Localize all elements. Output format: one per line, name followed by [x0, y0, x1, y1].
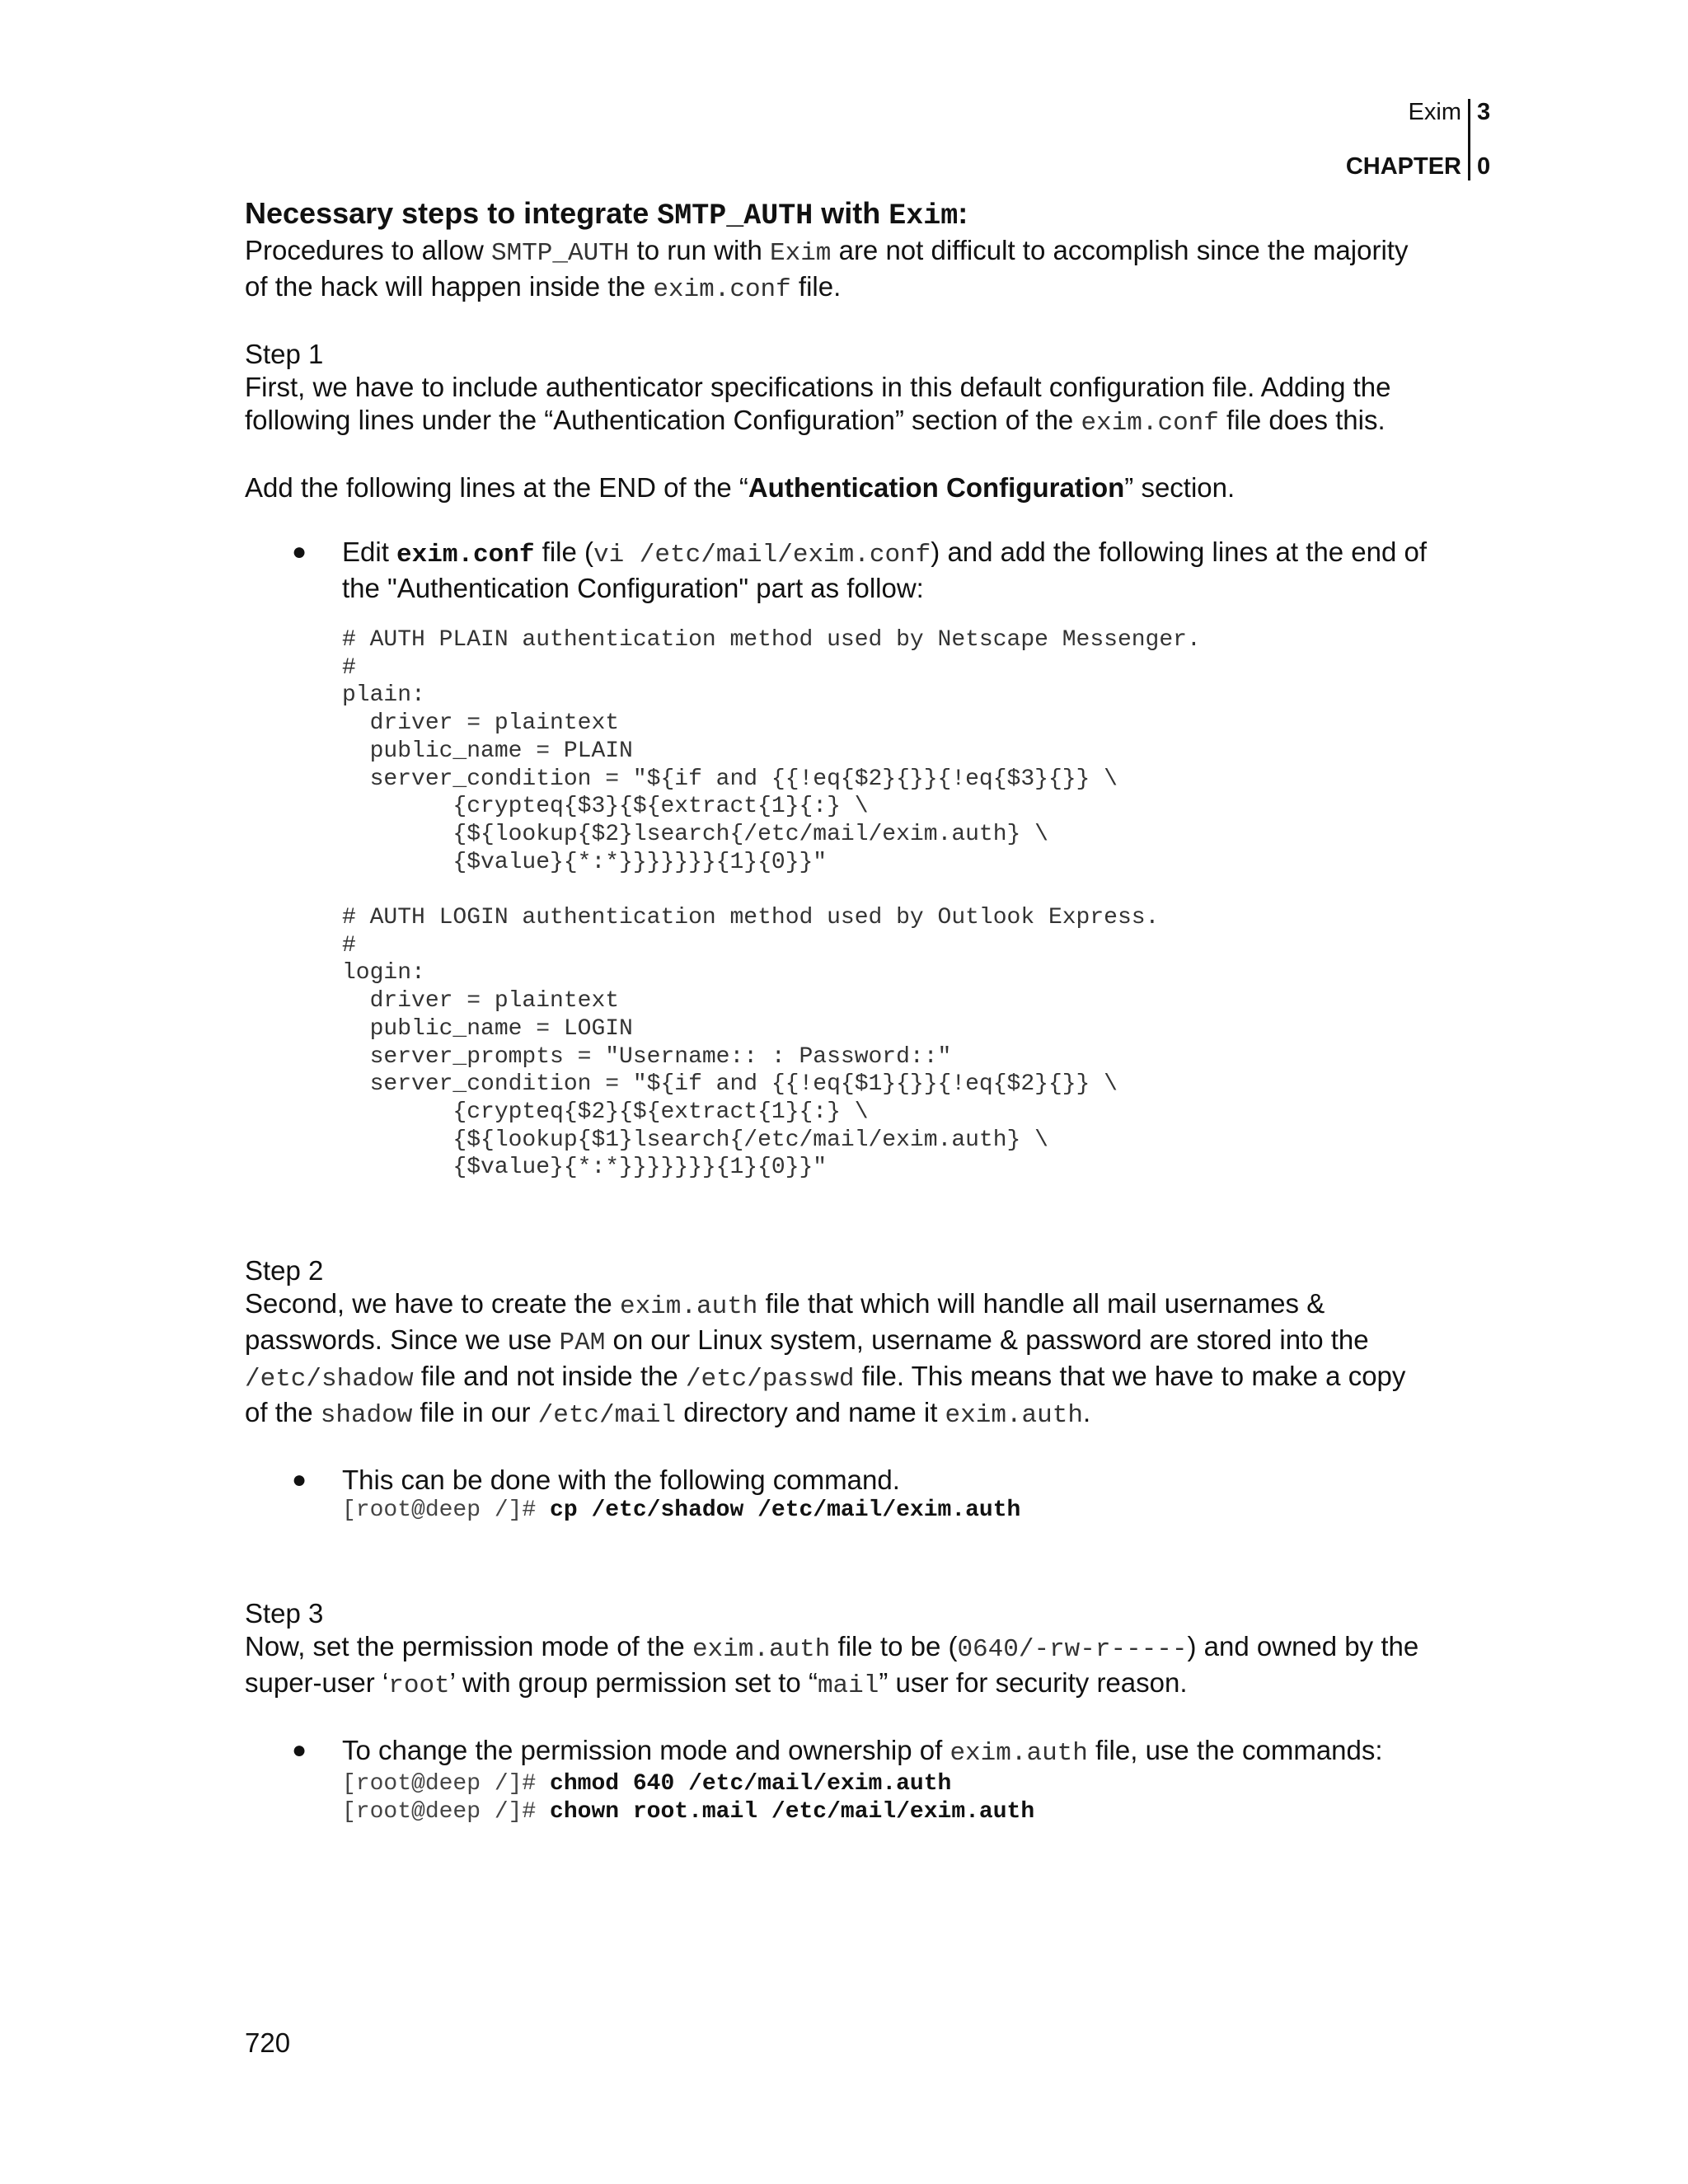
- chapter-name: Exim: [1408, 99, 1461, 125]
- bullet-icon: ●: [292, 538, 307, 565]
- running-header: [1236, 99, 1500, 180]
- step1-paragraph: First, we have to include authenticator specifications in this default configuration file. Adding the following lines under the “Authentication Configuration” section of the exim.conf file does this.: [245, 372, 1391, 438]
- list-item: ● To change the permission mode and ownership of exim.auth file, use the commands:: [292, 1735, 1383, 1769]
- page-number: 720: [245, 2027, 291, 2058]
- list-item: ● Edit exim.conf file (vi /etc/mail/exim.conf) and add the following lines at the end of the "Authentication Configuration" part as follow:: [292, 537, 1428, 603]
- chapter-number-bottom: 0: [1477, 153, 1491, 180]
- chapter-number-top: 3: [1477, 99, 1491, 125]
- command-line: [root@deep /]# chown root.mail /etc/mail/exim.auth: [342, 1799, 1035, 1825]
- bullet-icon: ●: [292, 1466, 307, 1494]
- page-content: [245, 195, 1432, 1826]
- step2-label: Step 2: [245, 1255, 324, 1286]
- command-line: [root@deep /]# cp /etc/shadow /etc/mail/exim.auth: [342, 1497, 1021, 1524]
- step1-label: Step 1: [245, 339, 324, 369]
- chapter-label: CHAPTER: [1345, 153, 1461, 180]
- bullet-icon: ●: [292, 1736, 307, 1765]
- command-line: [root@deep /]# chmod 640 /etc/mail/exim.auth: [342, 1771, 952, 1797]
- step3-paragraph: Now, set the permission mode of the exim.auth file to be (0640/-rw-r-----) and owned by the super-user ‘root’ with group permission set to “mail” user for security reason.: [245, 1631, 1419, 1701]
- section-heading: Necessary steps to integrate SMTP_AUTH with Exim:: [245, 196, 968, 232]
- intro-paragraph: Procedures to allow SMTP_AUTH to run with Exim are not difficult to accomplish since the majority of the hack will happen inside the exim.conf file.: [245, 235, 1409, 304]
- step2-paragraph: Second, we have to create the exim.auth file that which will handle all mail usernames & passwords. Since we use PAM on our Linux system, username & password are stored into the /etc/shadow file and not inside the /etc/passwd file. This means that we have to make a copy of the shadow file in our /etc/mail directory and name it exim.auth.: [245, 1288, 1406, 1431]
- step3-label: Step 3: [245, 1598, 324, 1629]
- step1-instruction: Add the following lines at the END of the “Authentication Configuration” section.: [245, 472, 1236, 503]
- config-code-block: # AUTH PLAIN authentication method used by Netscape Messenger. # plain: driver = plaintext public_name = PLAIN server_condition = "${if and {{!eq{$2}{}}{!eq{$3}{}} \ {crypteq{$3}{${extract{1}{:} \ {${lookup{$2}lsearch{/etc/mail/exim.auth} \ {$value}{*:*}}}}}}}{1}{0}}" # AUTH LOGIN authentication method used by Outlook Express. # login: driver = plaintext public_name = LOGIN server_prompts = "Username:: : Password::" server_condition = "${if and {{!eq{$1}{}}{!eq{$2}{}} \ {crypteq{$2}{${extract{1}{:} \ {${lookup{$1}lsearch{/etc/mail/exim.auth} \ {$value}{*:*}}}}}}}{1}{0}}": [342, 627, 1201, 1181]
- list-item: ● This can be done with the following command.: [292, 1465, 900, 1496]
